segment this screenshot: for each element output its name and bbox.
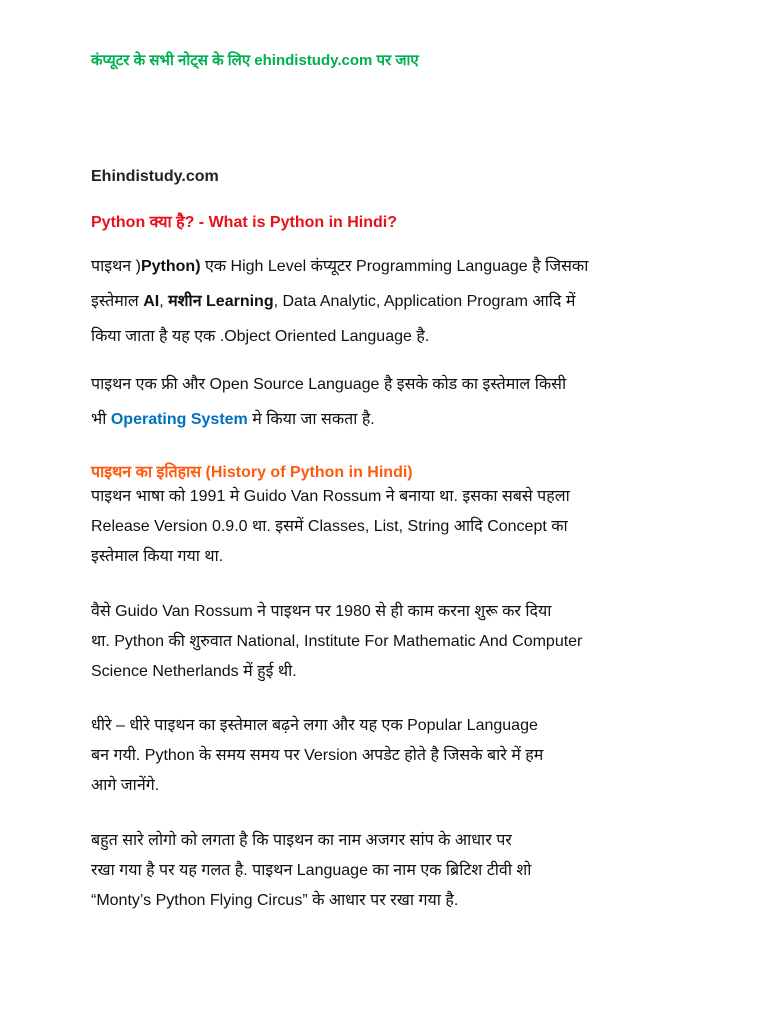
paragraph-line [91,402,691,437]
text-segment: एक High Level कंप्यूटर Programming Language है जिसका [200,258,589,275]
paragraph-popularity [91,711,691,801]
promo-banner[interactable]: कंप्यूटर के सभी नोट्स के लिए ehindistudy.com पर जाए [91,52,419,69]
paragraph-line: Release Version 0.9.0 था. इसमें Classes, List, String आदि Concept का [91,518,568,535]
paragraph-name-origin [91,826,691,916]
article-heading: Python क्या है? - What is Python in Hindi? [91,214,398,231]
operating-system-link[interactable]: Operating System [110,411,248,428]
paragraph-line: इस्तेमाल किया गया था. [91,548,224,565]
paragraph-line: आगे जानेंगे. [91,777,160,794]
paragraph-line: रखा गया है पर यह गलत है. पाइथन Language का नाम एक ब्रिटिश टीवी शो [91,862,532,879]
python-bold-term: Python) [140,258,201,275]
paragraph-line: पाइथन भाषा को 1991 मे Guido Van Rossum ने बनाया था. इसका सबसे पहला [91,488,570,505]
machine-learning-bold-term: मशीन Learning [168,293,274,310]
paragraph-intro [91,249,691,354]
text-segment: , [159,293,169,310]
paragraph-line: वैसे Guido Van Rossum ने पाइथन पर 1980 से ही काम करना शुरू कर दिया [91,603,552,620]
paragraph-line: था. Python की शुरुवात National, Institute For Mathematic And Computer [91,633,583,650]
paragraph-line: पाइथन एक फ्री और Open Source Language है इसके कोड का इस्तेमाल किसी [91,376,567,393]
paragraph-line [91,249,691,284]
paragraph-line: किया जाता है यह एक .Object Oriented Language है. [91,328,430,345]
paragraph-open-source [91,367,691,437]
paragraph-line: “Monty’s Python Flying Circus” के आधार पर रखा गया है. [91,892,459,909]
paragraph-line: धीरे – धीरे पाइथन का इस्तेमाल बढ़ने लगा और यह एक Popular Language [91,717,538,734]
text-segment: पाइथन ) [91,258,141,275]
paragraph-line [91,284,691,319]
ai-bold-term: AI [143,293,160,310]
history-heading: पाइथन का इतिहास (History of Python in Hindi) [91,464,413,481]
paragraph-line: Science Netherlands में हुई थी. [91,663,297,680]
paragraph-line: बन गयी. Python के समय समय पर Version अपडेट होते है जिसके बारे में हम [91,747,544,764]
site-name: Ehindistudy.com [91,168,219,185]
paragraph-history [91,482,691,572]
text-segment: इस्तेमाल [91,293,144,310]
text-segment: भी [91,411,111,428]
paragraph-guido [91,597,691,687]
paragraph-line: बहुत सारे लोगो को लगता है कि पाइथन का नाम अजगर सांप के आधार पर [91,832,512,849]
text-segment: मे किया जा सकता है. [247,411,375,428]
text-segment: , Data Analytic, Application Program आदि में [273,293,576,310]
